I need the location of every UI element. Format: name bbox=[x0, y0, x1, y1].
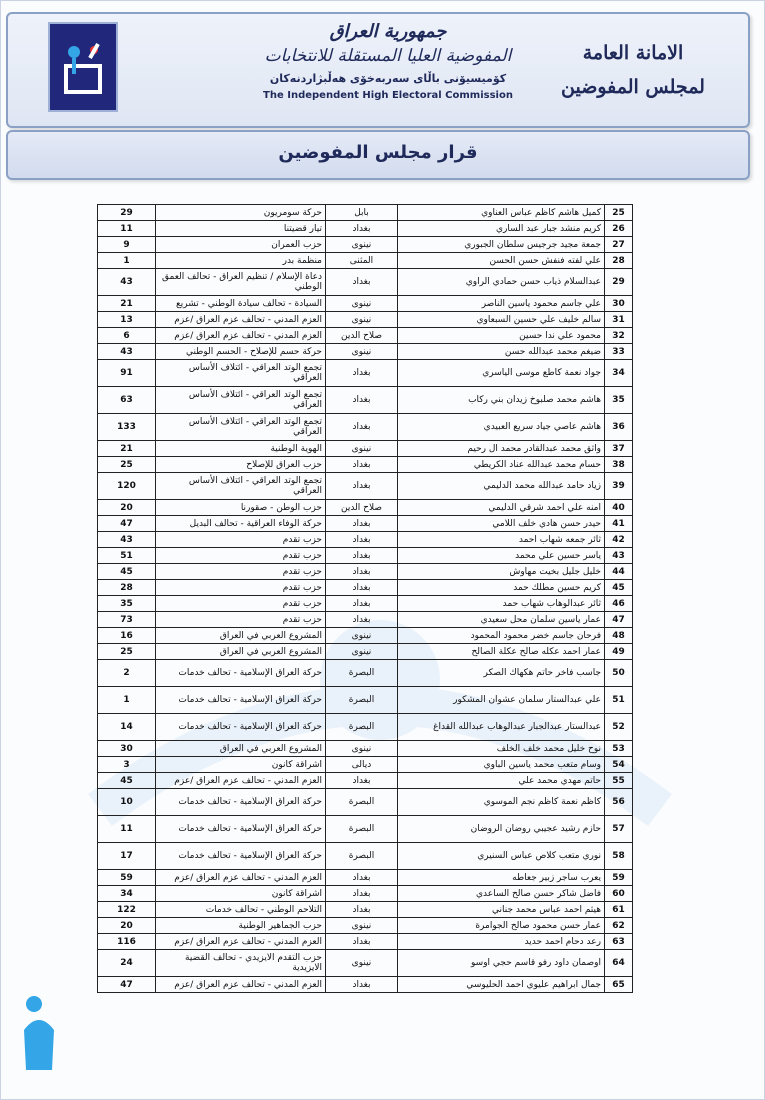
vote-count: 91 bbox=[98, 360, 156, 387]
vote-count: 11 bbox=[98, 816, 156, 843]
candidate-name: خليل جليل بخيت مهاوش bbox=[398, 564, 605, 580]
vote-count: 43 bbox=[98, 344, 156, 360]
party-name: حزب تقدم bbox=[156, 532, 326, 548]
province: بغداد bbox=[326, 977, 398, 993]
province: بابل bbox=[326, 205, 398, 221]
candidate-name: كميل هاشم كاظم عباس العناوي bbox=[398, 205, 605, 221]
vote-count: 21 bbox=[98, 296, 156, 312]
candidate-name: رعد دحام احمد حديد bbox=[398, 934, 605, 950]
candidate-name: جاسب فاخر حاتم هكهاك الصكر bbox=[398, 660, 605, 687]
party-name: التلاحم الوطني - تحالف خدمات bbox=[156, 902, 326, 918]
row-number: 50 bbox=[605, 660, 633, 687]
vote-count: 47 bbox=[98, 516, 156, 532]
vote-count: 11 bbox=[98, 221, 156, 237]
row-number: 33 bbox=[605, 344, 633, 360]
province: نينوى bbox=[326, 237, 398, 253]
party-name: حزب تقدم bbox=[156, 612, 326, 628]
table-row bbox=[98, 950, 633, 977]
vote-count: 43 bbox=[98, 532, 156, 548]
party-name: حركة الوفاء العراقية - تحالف البديل bbox=[156, 516, 326, 532]
vote-count: 21 bbox=[98, 441, 156, 457]
candidate-name: سالم خليف علي حسين السبعاوي bbox=[398, 312, 605, 328]
candidate-name: عبدالسلام ذياب حسن حمادي الراوي bbox=[398, 269, 605, 296]
table-row bbox=[98, 612, 633, 628]
ballot-logo-icon bbox=[50, 24, 116, 110]
province: بغداد bbox=[326, 564, 398, 580]
party-name: حزب الجماهير الوطنية bbox=[156, 918, 326, 934]
vote-count: 25 bbox=[98, 457, 156, 473]
party-name: تجمع الوتد العراقي - ائتلاف الأساس العراقي bbox=[156, 414, 326, 441]
province: بغداد bbox=[326, 870, 398, 886]
commission-name-kurdish: كۆمیسیۆنی باڵای سەربەخۆی هەڵبژاردنەکان bbox=[269, 72, 507, 85]
row-number: 26 bbox=[605, 221, 633, 237]
province: بغداد bbox=[326, 612, 398, 628]
party-name: حركة حسم للإصلاح - الحسم الوطني bbox=[156, 344, 326, 360]
secretariat-line1: الامانة العامة bbox=[582, 42, 684, 64]
party-name: حركة العراق الإسلامية - تحالف خدمات bbox=[156, 660, 326, 687]
table-row bbox=[98, 687, 633, 714]
province: البصرة bbox=[326, 660, 398, 687]
row-number: 59 bbox=[605, 870, 633, 886]
candidates-table bbox=[97, 204, 633, 993]
row-number: 32 bbox=[605, 328, 633, 344]
province: بغداد bbox=[326, 516, 398, 532]
row-number: 38 bbox=[605, 457, 633, 473]
table-row bbox=[98, 886, 633, 902]
table-row bbox=[98, 253, 633, 269]
row-number: 63 bbox=[605, 934, 633, 950]
row-number: 64 bbox=[605, 950, 633, 977]
secretariat-line2: لمجلس المفوضين bbox=[561, 76, 705, 98]
row-number: 56 bbox=[605, 789, 633, 816]
province: نينوى bbox=[326, 441, 398, 457]
row-number: 37 bbox=[605, 441, 633, 457]
row-number: 36 bbox=[605, 414, 633, 441]
candidate-name: حيدر حسن هادي خلف اللامي bbox=[398, 516, 605, 532]
table-row bbox=[98, 741, 633, 757]
table-row bbox=[98, 548, 633, 564]
party-name: المشروع العربي في العراق bbox=[156, 644, 326, 660]
province: المثنى bbox=[326, 253, 398, 269]
vote-count: 47 bbox=[98, 977, 156, 993]
row-number: 51 bbox=[605, 687, 633, 714]
vote-count: 1 bbox=[98, 253, 156, 269]
vote-count: 25 bbox=[98, 644, 156, 660]
row-number: 57 bbox=[605, 816, 633, 843]
province: بغداد bbox=[326, 473, 398, 500]
table-row bbox=[98, 934, 633, 950]
party-name: تجمع الوتد العراقي - ائتلاف الأساس العراقي bbox=[156, 360, 326, 387]
table-row bbox=[98, 773, 633, 789]
candidate-name: نوري متعب كلاص عباس السنيري bbox=[398, 843, 605, 870]
vote-count: 133 bbox=[98, 414, 156, 441]
row-number: 31 bbox=[605, 312, 633, 328]
table-row bbox=[98, 237, 633, 253]
party-name: حركة العراق الإسلامية - تحالف خدمات bbox=[156, 843, 326, 870]
row-number: 41 bbox=[605, 516, 633, 532]
candidate-name: امنه علي احمد شرقي الدليمي bbox=[398, 500, 605, 516]
candidate-name: حسام محمد عبدالله عناد الكريطي bbox=[398, 457, 605, 473]
party-name: حركة سومريون bbox=[156, 205, 326, 221]
row-number: 55 bbox=[605, 773, 633, 789]
province: نينوى bbox=[326, 741, 398, 757]
row-number: 40 bbox=[605, 500, 633, 516]
candidate-name: عبدالستار عبدالجبار عبدالوهاب عبدالله القداغ bbox=[398, 714, 605, 741]
party-name: حزب تقدم bbox=[156, 548, 326, 564]
party-name: حركة العراق الإسلامية - تحالف خدمات bbox=[156, 789, 326, 816]
party-name: العزم المدني - تحالف عزم العراق /عزم bbox=[156, 773, 326, 789]
table-row bbox=[98, 344, 633, 360]
candidate-name: هاشم محمد صلبوخ زيدان بني ركاب bbox=[398, 387, 605, 414]
table-row bbox=[98, 414, 633, 441]
candidate-name: جواد نعمة كاطع موسى الياسري bbox=[398, 360, 605, 387]
row-number: 60 bbox=[605, 886, 633, 902]
vote-count: 51 bbox=[98, 548, 156, 564]
row-number: 61 bbox=[605, 902, 633, 918]
table-row bbox=[98, 296, 633, 312]
candidate-name: زياد حامد عبدالله محمد الدليمي bbox=[398, 473, 605, 500]
candidate-name: كريم حسين مطلك حمد bbox=[398, 580, 605, 596]
table-row bbox=[98, 977, 633, 993]
candidate-name: عمار احمد عكله صالح عكلة الصالح bbox=[398, 644, 605, 660]
vote-count: 43 bbox=[98, 269, 156, 296]
province: صلاح الدين bbox=[326, 500, 398, 516]
province: نينوى bbox=[326, 344, 398, 360]
candidate-name: كريم منشد جبار عبد الساري bbox=[398, 221, 605, 237]
table-row bbox=[98, 500, 633, 516]
vote-count: 2 bbox=[98, 660, 156, 687]
commission-name-english: The Independent High Electoral Commission bbox=[263, 90, 513, 101]
candidate-name: وسام متعب محمد ياسين الباوي bbox=[398, 757, 605, 773]
province: بغداد bbox=[326, 414, 398, 441]
candidate-name: فرحان جاسم خضر محمود المحمود bbox=[398, 628, 605, 644]
province: بغداد bbox=[326, 934, 398, 950]
party-name: حزب تقدم bbox=[156, 596, 326, 612]
table-row bbox=[98, 628, 633, 644]
candidate-name: يعرب ساجر زبير جعاطه bbox=[398, 870, 605, 886]
vote-count: 20 bbox=[98, 500, 156, 516]
vote-count: 9 bbox=[98, 237, 156, 253]
row-number: 35 bbox=[605, 387, 633, 414]
candidates-table-body bbox=[98, 205, 633, 993]
candidate-name: عمار ياسين سلمان محل سعيدي bbox=[398, 612, 605, 628]
candidate-name: عمار حسن محمود صالح الجوامرة bbox=[398, 918, 605, 934]
person-logo-icon bbox=[14, 990, 64, 1080]
vote-count: 16 bbox=[98, 628, 156, 644]
province: صلاح الدين bbox=[326, 328, 398, 344]
vote-count: 29 bbox=[98, 205, 156, 221]
province: بغداد bbox=[326, 773, 398, 789]
party-name: تجمع الوتد العراقي - ائتلاف الأساس العراقي bbox=[156, 387, 326, 414]
row-number: 44 bbox=[605, 564, 633, 580]
candidate-name: حاتم مهدي محمد علي bbox=[398, 773, 605, 789]
vote-count: 1 bbox=[98, 687, 156, 714]
party-name: حركة العراق الإسلامية - تحالف خدمات bbox=[156, 714, 326, 741]
candidate-name: واثق محمد عبدالقادر محمد ال رحيم bbox=[398, 441, 605, 457]
table-row bbox=[98, 757, 633, 773]
party-name: العزم المدني - تحالف عزم العراق /عزم bbox=[156, 312, 326, 328]
province: بغداد bbox=[326, 360, 398, 387]
decision-title-bar bbox=[6, 130, 750, 180]
table-row bbox=[98, 269, 633, 296]
row-number: 62 bbox=[605, 918, 633, 934]
decision-title: قرار مجلس المفوضين bbox=[278, 142, 478, 163]
party-name: حزب العمران bbox=[156, 237, 326, 253]
province: بغداد bbox=[326, 532, 398, 548]
row-number: 25 bbox=[605, 205, 633, 221]
vote-count: 73 bbox=[98, 612, 156, 628]
table-row bbox=[98, 360, 633, 387]
province: نينوى bbox=[326, 628, 398, 644]
province: بغداد bbox=[326, 269, 398, 296]
row-number: 53 bbox=[605, 741, 633, 757]
commission-name-block bbox=[258, 20, 518, 104]
candidate-name: محمود علي ندا حسين bbox=[398, 328, 605, 344]
vote-count: 45 bbox=[98, 564, 156, 580]
candidate-name: ياسر حسين علي محمد bbox=[398, 548, 605, 564]
province: البصرة bbox=[326, 789, 398, 816]
vote-count: 122 bbox=[98, 902, 156, 918]
party-name: المشروع العربي في العراق bbox=[156, 628, 326, 644]
province: البصرة bbox=[326, 714, 398, 741]
party-name: حزب تقدم bbox=[156, 580, 326, 596]
party-name: حزب تقدم bbox=[156, 564, 326, 580]
province: بغداد bbox=[326, 580, 398, 596]
secretariat-title bbox=[558, 36, 708, 104]
table-row bbox=[98, 580, 633, 596]
table-row bbox=[98, 843, 633, 870]
table-row bbox=[98, 596, 633, 612]
province: ديالى bbox=[326, 757, 398, 773]
candidate-name: ثائر عبدالوهاب شهاب حمد bbox=[398, 596, 605, 612]
province: البصرة bbox=[326, 816, 398, 843]
republic-name: جمهورية العراق bbox=[329, 21, 447, 42]
vote-count: 17 bbox=[98, 843, 156, 870]
candidate-name: كاظم نعمة كاظم نجم الموسوي bbox=[398, 789, 605, 816]
party-name: حزب التقدم الايزيدي - تحالف القضية الايزيدية bbox=[156, 950, 326, 977]
commission-name-arabic: المفوضية العليا المستقلة للانتخابات bbox=[264, 46, 512, 66]
vote-count: 116 bbox=[98, 934, 156, 950]
party-name: المشروع العربي في العراق bbox=[156, 741, 326, 757]
row-number: 65 bbox=[605, 977, 633, 993]
candidate-name: اوصمان داود رفو قاسم حجي اوسو bbox=[398, 950, 605, 977]
table-row bbox=[98, 221, 633, 237]
party-name: تجمع الوتد العراقي - ائتلاف الأساس العراقي bbox=[156, 473, 326, 500]
province: بغداد bbox=[326, 902, 398, 918]
table-row bbox=[98, 660, 633, 687]
vote-count: 20 bbox=[98, 918, 156, 934]
party-name: حركة العراق الإسلامية - تحالف خدمات bbox=[156, 816, 326, 843]
row-number: 39 bbox=[605, 473, 633, 500]
table-row bbox=[98, 644, 633, 660]
party-name: تيار قضيتنا bbox=[156, 221, 326, 237]
candidate-name: فاضل شاكر حسن صالح الساعدي bbox=[398, 886, 605, 902]
candidate-name: جمال ابراهيم عليوي احمد الحليوسي bbox=[398, 977, 605, 993]
candidate-name: حازم رشيد عجيبي روضان الروضان bbox=[398, 816, 605, 843]
vote-count: 59 bbox=[98, 870, 156, 886]
row-number: 30 bbox=[605, 296, 633, 312]
vote-count: 35 bbox=[98, 596, 156, 612]
row-number: 49 bbox=[605, 644, 633, 660]
party-name: السيادة - تحالف سيادة الوطني - تشريع bbox=[156, 296, 326, 312]
table-row bbox=[98, 387, 633, 414]
vote-count: 6 bbox=[98, 328, 156, 344]
vote-count: 63 bbox=[98, 387, 156, 414]
row-number: 45 bbox=[605, 580, 633, 596]
table-row bbox=[98, 902, 633, 918]
province: نينوى bbox=[326, 312, 398, 328]
candidate-name: جمعة مجيد جرجيس سلطان الجبوري bbox=[398, 237, 605, 253]
province: بغداد bbox=[326, 457, 398, 473]
party-name: دعاة الإسلام / تنظيم العراق - تحالف العمق الوطني bbox=[156, 269, 326, 296]
candidate-name: هيثم احمد عباس محمد جناني bbox=[398, 902, 605, 918]
province: بغداد bbox=[326, 886, 398, 902]
party-name: حزب الوطن - صقورنا bbox=[156, 500, 326, 516]
party-name: العزم المدني - تحالف عزم العراق /عزم bbox=[156, 870, 326, 886]
table-row bbox=[98, 473, 633, 500]
province: البصرة bbox=[326, 687, 398, 714]
table-row bbox=[98, 328, 633, 344]
vote-count: 30 bbox=[98, 741, 156, 757]
row-number: 48 bbox=[605, 628, 633, 644]
table-row bbox=[98, 457, 633, 473]
table-row bbox=[98, 918, 633, 934]
party-name: منظمة بدر bbox=[156, 253, 326, 269]
vote-count: 3 bbox=[98, 757, 156, 773]
row-number: 28 bbox=[605, 253, 633, 269]
row-number: 27 bbox=[605, 237, 633, 253]
party-name: اشراقة كانون bbox=[156, 757, 326, 773]
province: نينوى bbox=[326, 644, 398, 660]
party-name: حزب العراق للإصلاح bbox=[156, 457, 326, 473]
row-number: 54 bbox=[605, 757, 633, 773]
row-number: 34 bbox=[605, 360, 633, 387]
table-row bbox=[98, 516, 633, 532]
party-name: العزم المدني - تحالف عزم العراق /عزم bbox=[156, 934, 326, 950]
table-row bbox=[98, 789, 633, 816]
vote-count: 34 bbox=[98, 886, 156, 902]
header-banner bbox=[6, 12, 750, 128]
row-number: 43 bbox=[605, 548, 633, 564]
party-name: حركة العراق الإسلامية - تحالف خدمات bbox=[156, 687, 326, 714]
row-number: 42 bbox=[605, 532, 633, 548]
party-name: اشراقة كانون bbox=[156, 886, 326, 902]
table-row bbox=[98, 714, 633, 741]
candidate-name: نوح خليل محمد خلف الخلف bbox=[398, 741, 605, 757]
table-row bbox=[98, 205, 633, 221]
row-number: 58 bbox=[605, 843, 633, 870]
province: نينوى bbox=[326, 296, 398, 312]
vote-count: 13 bbox=[98, 312, 156, 328]
row-number: 29 bbox=[605, 269, 633, 296]
province: نينوى bbox=[326, 950, 398, 977]
row-number: 47 bbox=[605, 612, 633, 628]
vote-count: 24 bbox=[98, 950, 156, 977]
vote-count: 120 bbox=[98, 473, 156, 500]
province: بغداد bbox=[326, 596, 398, 612]
table-row bbox=[98, 532, 633, 548]
candidate-name: ثائر جمعه شهاب احمد bbox=[398, 532, 605, 548]
party-name: العزم المدني - تحالف عزم العراق /عزم bbox=[156, 328, 326, 344]
province: بغداد bbox=[326, 387, 398, 414]
vote-count: 14 bbox=[98, 714, 156, 741]
table-row bbox=[98, 564, 633, 580]
province: بغداد bbox=[326, 221, 398, 237]
ihec-logo bbox=[48, 22, 118, 112]
candidate-name: علي عبدالستار سلمان عشوان المشكور bbox=[398, 687, 605, 714]
province: البصرة bbox=[326, 843, 398, 870]
province: بغداد bbox=[326, 548, 398, 564]
party-name: الهوية الوطنية bbox=[156, 441, 326, 457]
table-row bbox=[98, 312, 633, 328]
row-number: 46 bbox=[605, 596, 633, 612]
table-row bbox=[98, 816, 633, 843]
vote-count: 10 bbox=[98, 789, 156, 816]
row-number: 52 bbox=[605, 714, 633, 741]
table-row bbox=[98, 870, 633, 886]
vote-count: 45 bbox=[98, 773, 156, 789]
candidate-name: ضيغم محمد عبدالله حسن bbox=[398, 344, 605, 360]
vote-count: 28 bbox=[98, 580, 156, 596]
candidate-name: هاشم عاصي جياد سريع العبيدي bbox=[398, 414, 605, 441]
party-name: العزم المدني - تحالف عزم العراق /عزم bbox=[156, 977, 326, 993]
candidate-name: علي جاسم محمود ياسين الناصر bbox=[398, 296, 605, 312]
province: نينوى bbox=[326, 918, 398, 934]
candidate-name: علي لفته فنفش حسن الحسن bbox=[398, 253, 605, 269]
table-row bbox=[98, 441, 633, 457]
